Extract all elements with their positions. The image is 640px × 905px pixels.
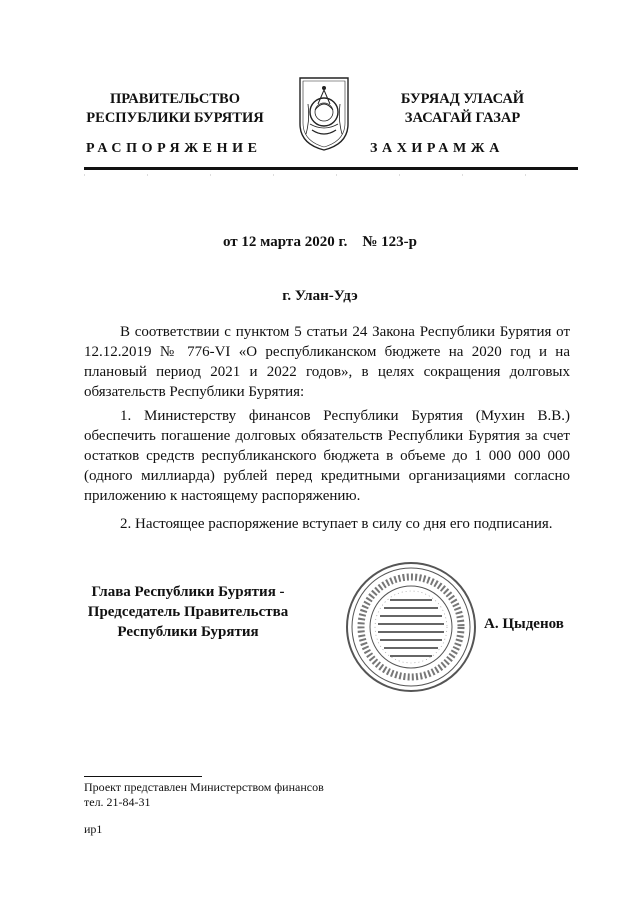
dotted-divider bbox=[84, 172, 578, 178]
header-left bbox=[60, 90, 290, 128]
header-left-line2: РЕСПУБЛИКИ БУРЯТИЯ bbox=[86, 110, 264, 126]
header-right bbox=[350, 90, 575, 128]
signer-title bbox=[70, 582, 306, 642]
header-right-line1: БУРЯАД УЛАСАЙ bbox=[400, 91, 525, 107]
paragraph-item-1 bbox=[84, 406, 570, 506]
doc-type-buryat: ЗАХИРАМЖА bbox=[370, 141, 504, 156]
official-seal-icon bbox=[344, 560, 478, 694]
header-right-line2: ЗАСАГАЙ ГАЗАР bbox=[404, 110, 521, 126]
paragraph-preamble bbox=[84, 322, 570, 402]
signer-title-line1: Глава Республики Бурятия - bbox=[91, 584, 285, 600]
doc-type-russian: РАСПОРЯЖЕНИЕ bbox=[86, 141, 262, 156]
coat-of-arms-icon bbox=[296, 74, 352, 152]
footer-divider bbox=[84, 776, 202, 777]
paragraph-item-2-text: 2. Настоящее распоряжение вступает в силу со дня его подписания. bbox=[120, 516, 553, 532]
signer-name: А. Цыденов bbox=[484, 616, 564, 632]
footer-note bbox=[84, 780, 324, 810]
paragraph-preamble-text: В соответствии с пунктом 5 статьи 24 Закона Республики Бурятия от 12.12.2019 № 776-VI «О республиканском бюджете на 2020 год и на плановый период 2021 и 2022 годов», в целях сокращения долговых обязательств Республики Бурятия: bbox=[84, 324, 570, 400]
paragraph-item-2 bbox=[84, 514, 570, 534]
footer-note-line1: Проект представлен Министерством финансов bbox=[84, 780, 324, 794]
date-and-number: от 12 марта 2020 г. № 123-р bbox=[222, 234, 417, 250]
footer-note-line2: тел. 21-84-31 bbox=[84, 795, 151, 809]
header-divider bbox=[84, 167, 578, 170]
header-left-line1: ПРАВИТЕЛЬСТВО bbox=[110, 91, 240, 107]
operator-initials: ир1 bbox=[84, 822, 103, 836]
signer-title-line2: Председатель Правительства bbox=[87, 604, 289, 620]
city: г. Улан-Удэ bbox=[282, 288, 358, 304]
paragraph-item-1-text: 1. Министерству финансов Республики Бурятия (Мухин В.В.) обеспечить погашение долговых обязательств Республики Бурятия за счет остатков средств республиканского бюджета в объеме до 1 000 000 000 (одного миллиарда) рублей перед кредитными организациями согласно приложению к настоящему распоряжению. bbox=[84, 408, 570, 504]
signer-title-line3: Республики Бурятия bbox=[117, 624, 259, 640]
